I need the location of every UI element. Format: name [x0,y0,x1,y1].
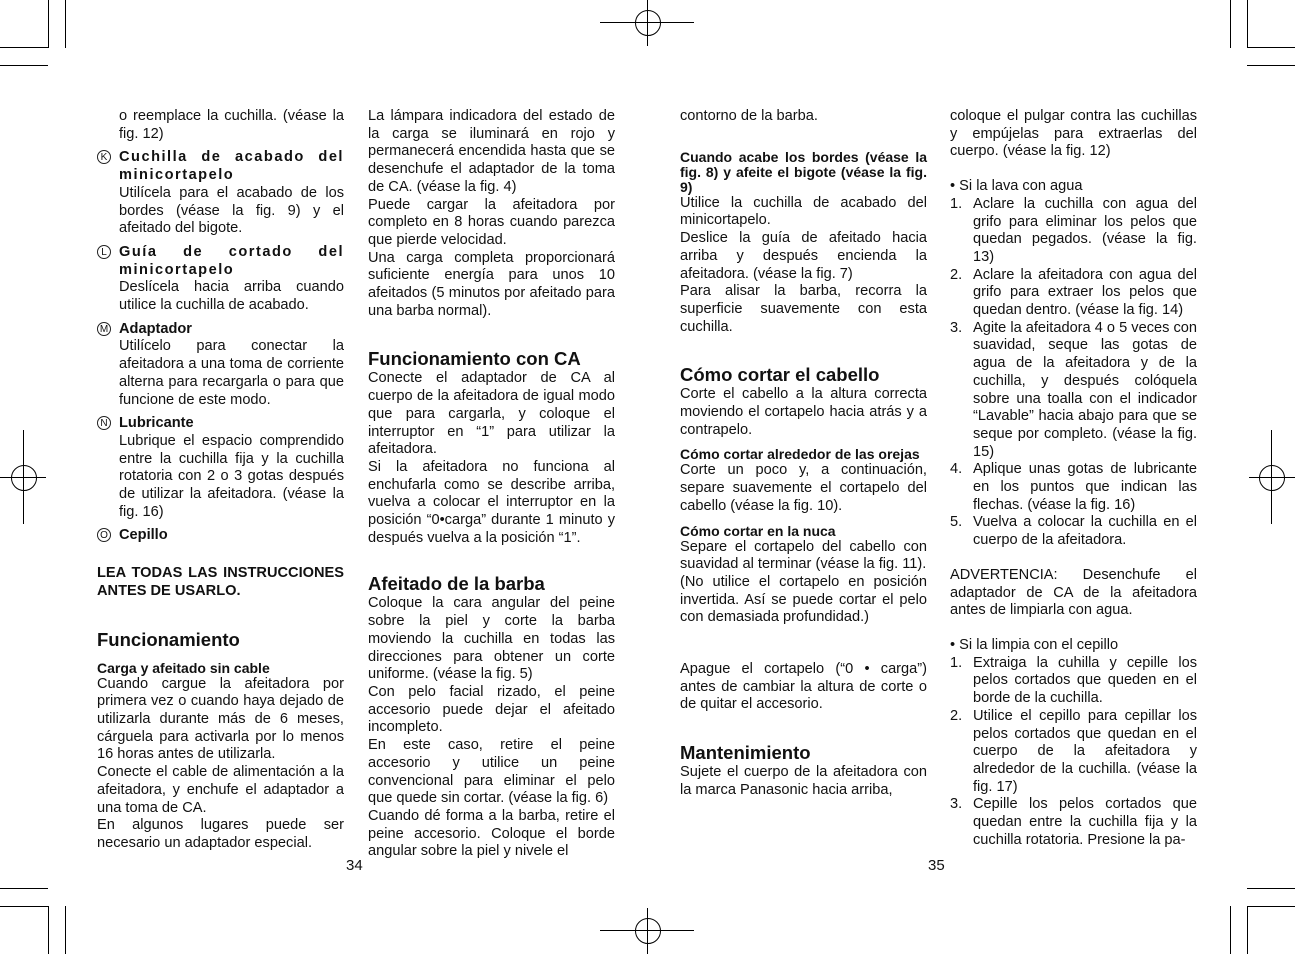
list-number: 3. [950,796,963,813]
part-n [97,415,344,521]
list-item [950,461,1197,514]
paragraph: Corte un poco y, a continuación, separe suavemente el cortapelo del cabello (véase la fig. 10). [680,462,927,514]
paragraph: Cuando cargue la afeitadora por primera vez o cuando haya dejado de utilizarla durante más de 6 meses, cárguela para activarla por lo menos 16 horas antes de utilizarla. [97,675,344,763]
list-text: Aclare la afeitadora con agua del grifo para extraer los pelos que quedan dentro. (véase la fig. 14) [973,266,1197,319]
paragraph: Para alisar la barba, recorra la superficie suavemente con esta cuchilla. [680,283,927,335]
subsection-heading: Carga y afeitado sin cable [97,659,270,676]
list-item [950,655,1197,708]
list-text: Utilice el cepillo para cepillar los pelos cortados que quedan en el cuerpo de la afeitadora y alrededor de la cuchilla. (véase la fig. 17) [973,707,1197,795]
list-text: Aplique unas gotas de lubricante en los puntos que indican las flechas. (véase la fig. 16) [973,461,1197,513]
paragraph: Separe el cortapelo del cabello con suavidad al terminar (véase la fig. 11). [680,538,927,573]
circled-letter-l: L [97,245,111,259]
part-text: Utilícela para el acabado de los bordes (véase la fig. 9) y el afeitado del bigote. [119,184,344,237]
circled-letter-m: M [97,322,111,336]
section-heading: Funcionamiento con CA [368,348,581,370]
page-number-right: 35 [928,857,945,874]
list-number: 3. [950,319,963,336]
part-text: Lubrique el espacio comprendido entre la cuchilla fija y la cuchilla rotatoria con 2 o 3 gotas después de utilizar la afeitadora. (véase la fig. 16) [119,432,344,520]
paragraph: En este caso, retire el peine accesorio y utilice un peine convencional para eliminar el pelo que quede sin cortar. (véase la fig. 6) [368,737,615,807]
paragraph: Corte el cabello a la altura correcta moviendo el cortapelo hacia atrás y a contrapelo. [680,386,927,438]
part-m [97,321,344,410]
section-heading: Funcionamiento [97,628,240,650]
list-text: Extraiga la cuhilla y cepille los pelos cortados que queden en el borde de la cuchilla. [973,654,1197,707]
bullet-heading: • Si la limpia con el cepillo [950,636,1119,653]
circled-letter-o: O [97,528,111,542]
column-1 [97,108,344,853]
paragraph: Conecte el adaptador de CA al cuerpo de la afeitadora de igual modo que para cargarla, y coloque el interruptor en “1” para utilizar la afeitadora. [368,370,615,458]
paragraph: En algunos lugares puede ser necesario un adaptador especial. [97,817,344,851]
list-item [950,796,1197,849]
paragraph: (No utilice el cortapelo en posición invertida. Así se puede cortar el pelo con demasiada profundidad.) [680,573,927,626]
paragraph: Coloque la cara angular del peine sobre la piel y corte la barba moviendo la cuchilla en todas las direcciones para obtener un corte uniforme. (véase la fig. 5) [368,595,615,683]
list-item [950,708,1197,797]
circled-letter-k: K [97,150,111,164]
list-item [950,196,1197,267]
list-number: 2. [950,707,963,724]
part-title: Lubricante [119,415,194,432]
list-number: 1. [950,654,963,671]
subsection-heading: Cuando acabe los bordes (véase la fig. 8) y afeite el bigote (véase la fig. 9) [680,148,927,195]
paragraph: Sujete el cuerpo de la afeitadora con la marca Panasonic hacia arriba, [680,764,927,798]
list-text: Vuelva a colocar la cuchilla en el cuerpo de la afeitadora. [973,514,1197,549]
section-heading: Cómo cortar el cabello [680,364,880,386]
part-title: Guía de cortado del minicortapelo [119,243,344,278]
list-number: 5. [950,514,963,531]
warning-note: ADVERTENCIA: Desenchufe el adaptador de CA de la afeitadora antes de limpiarla con agua. [950,566,1197,619]
paragraph: Cuando dé forma a la barba, retire el peine accesorio. Coloque el borde angular sobre la piel y nivele el [368,807,615,860]
column-2 [368,108,615,861]
part-title: Cepillo [119,527,168,544]
list-number: 4. [950,461,963,478]
part-text: Deslícela hacia arriba cuando utilice la cuchilla de acabado. [119,279,344,314]
part-k [97,149,344,238]
list-text: Cepille los pelos cortados que quedan entre la cuchilla fija y la cuchilla rotatoria. Presione la pa- [973,796,1197,848]
paragraph: contorno de la barba. [680,108,818,124]
list-item [950,514,1197,549]
part-title: Cuchilla de acabado del minicortapelo [119,149,344,184]
paragraph: Con pelo facial rizado, el peine accesorio puede dejar el afeitado incompleto. [368,683,615,736]
column-4 [950,108,1197,849]
list-number: 2. [950,266,963,283]
circled-letter-n: N [97,416,111,430]
list-item [950,320,1197,462]
section-heading: Mantenimiento [680,742,811,764]
list-text: Agite la afeitadora 4 o 5 veces con suavidad, seque las gotas de agua de la afeitadora y de la cuchilla, y después colóquela sobre una toalla con el indicador “Lavable” hacia abajo para que se seque por completo. (véase la fig. 15) [973,319,1197,460]
paragraph: Apague el cortapelo (“0 • carga”) antes de cambiar la altura de corte o de quitar el accesorio. [680,661,927,713]
part-l [97,244,344,315]
subsection-heading: Cómo cortar en la nuca [680,522,836,539]
part-text: Utilícelo para conectar la afeitadora a una toma de corriente alterna para recargarla o para que funcione de este modo. [119,338,344,408]
paragraph: coloque el pulgar contra las cuchillas y empújelas para extraerlas del cuerpo. (véase la fig. 12) [950,108,1197,160]
paragraph: Puede cargar la afeitadora por completo en 8 horas cuando parezca que pierde velocidad. [368,196,615,248]
page-number-left: 34 [346,857,363,874]
part-title: Adaptador [119,320,192,337]
paragraph: o reemplace la cuchilla. (véase la fig. 12) [119,108,344,142]
paragraph: La lámpara indicadora del estado de la carga se iluminará en rojo y permanecerá encendida hasta que se desenchufe el adaptador de la toma de CA. (véase la fig. 4) [368,108,615,195]
paragraph: Conecte el cable de alimentación a la afeitadora, y enchufe el adaptador a una toma de CA. [97,764,344,816]
list-number: 1. [950,195,963,212]
paragraph: Una carga completa proporcionará suficiente energía para unos 10 afeitados (5 minutos por afeitado para una barba normal). [368,249,615,319]
paragraph: Si la afeitadora no funciona al enchufarla como se describe arriba, vuelva a colocar el interruptor en la posición “0•carga” durante 1 minuto y después vuelva a la posición “1”. [368,458,615,546]
bullet-heading: • Si la lava con agua [950,178,1083,195]
warning-heading: LEA TODAS LAS INSTRUCCIONES ANTES DE USARLO. [97,565,344,599]
part-o [97,527,344,545]
section-heading: Afeitado de la barba [368,573,545,595]
subsection-heading: Cómo cortar alrededor de las orejas [680,446,920,463]
list-text: Aclare la cuchilla con agua del grifo para eliminar los pelos que quedan pegados. (véase la fig. 13) [973,195,1197,265]
paragraph: Utilice la cuchilla de acabado del minicortapelo. [680,194,927,229]
list-item [950,267,1197,320]
column-3 [680,108,927,800]
paragraph: Deslice la guía de afeitado hacia arriba y después encienda la afeitadora. (véase la fig. 7) [680,230,927,282]
